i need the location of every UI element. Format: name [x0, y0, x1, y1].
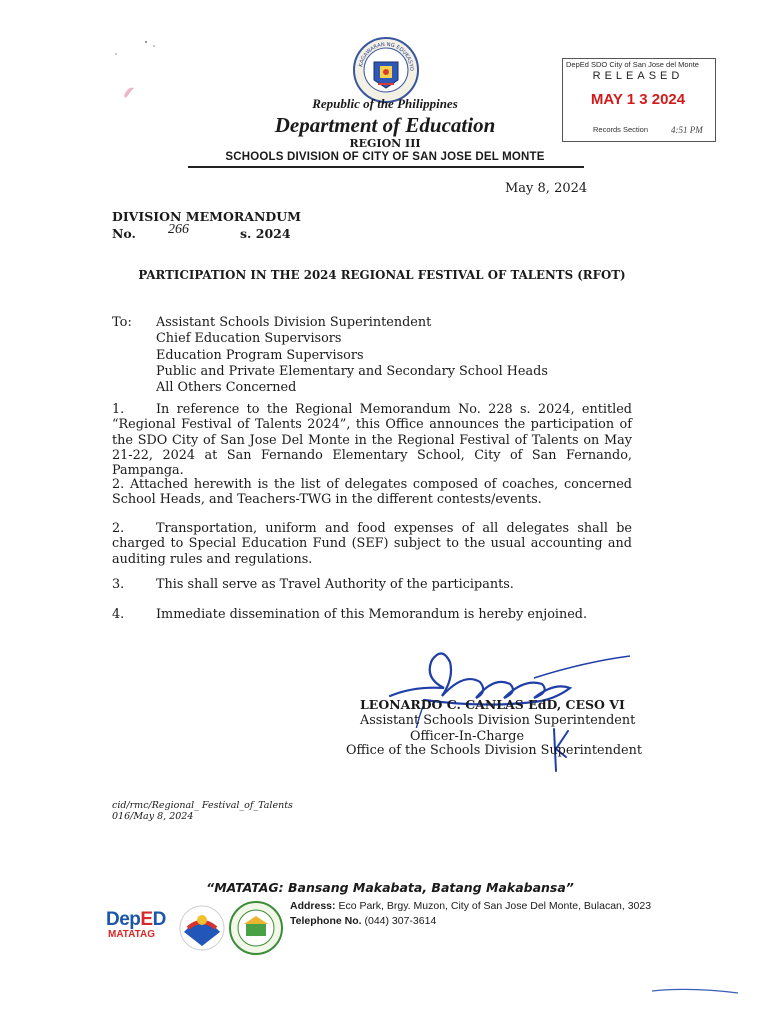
released-stamp	[562, 58, 716, 142]
paragraph-text: Transportation, uniform and food expenses of all delegates shall be charged to Special Education Fund (SEF) subject to the usual accounting and auditing rules and regulations.	[112, 521, 632, 567]
memo-title: DIVISION MEMORANDUM	[112, 209, 301, 224]
paragraph-1	[112, 402, 632, 478]
reference-line: cid/rmc/Regional_ Festival_of_Talents	[112, 800, 293, 811]
stamp-date: MAY 1 3 2024	[590, 91, 686, 108]
memo-subject: PARTICIPATION IN THE 2024 REGIONAL FESTIVAL OF TALENTS (RFOT)	[138, 268, 626, 282]
memo-date: May 8, 2024	[505, 181, 588, 196]
deped-logo	[106, 909, 166, 940]
deped-logo-text: DepED	[106, 909, 166, 930]
reference-line: 016/May 8, 2024	[112, 811, 194, 822]
department-name: Department of Education	[274, 113, 496, 137]
signatory-name: LEONARDO C. CANLAS EdD, CESO VI	[360, 697, 625, 712]
sdo-seal-icon	[228, 900, 284, 956]
republic-line: Republic of the Philippines	[312, 96, 458, 111]
address-line	[290, 900, 651, 912]
footer-motto: “MATATAG: Bansang Makabata, Batang Makabansa”	[206, 880, 574, 895]
paragraph-number: 2.	[112, 521, 125, 536]
recipient-item: Public and Private Elementary and Secondary School Heads	[156, 363, 548, 379]
item-text: Immediate dissemination of this Memorandum is hereby enjoined.	[156, 607, 588, 622]
stamp-status: RELEASED	[592, 70, 684, 82]
paragraph-3	[112, 521, 632, 567]
recipient-item: Assistant Schools Division Superintendent	[156, 315, 432, 330]
paragraph-text: In reference to the Regional Memorandum No. 228 s. 2024, entitled “Regional Festival of Talents 2024”, this Office announces the participation of the SDO City of San Jose Del Monte in the Regional Festival of Talents on May 21-22, 2024 at San Fernando Elementary School, City of San Fernando, Pampanga.	[112, 402, 632, 479]
address-value: Eco Park, Brgy. Muzon, City of San Jose Del Monte, Bulacan, 3023	[338, 900, 652, 912]
telephone-value: (044) 307-3614	[364, 915, 437, 927]
deped-seal-icon	[352, 36, 420, 104]
telephone-label: Telephone No.	[290, 915, 362, 927]
memo-series: s. 2024	[240, 226, 291, 241]
pen-stroke	[650, 985, 740, 997]
bagong-pilipinas-logo-icon	[176, 902, 228, 954]
recipient-item: Chief Education Supervisors	[156, 331, 342, 347]
recipient-list	[156, 315, 548, 396]
telephone-line	[290, 915, 436, 927]
paragraph-number: 1.	[112, 402, 125, 417]
seal-text: KAGAWARAN NG EDUKASYO	[358, 41, 415, 72]
item-number: 4.	[112, 607, 125, 622]
address-label: Address:	[290, 900, 336, 912]
item-number: 3.	[112, 577, 125, 592]
stamp-section: Records Section	[593, 125, 649, 134]
item-text: This shall serve as Travel Authority of the participants.	[156, 577, 514, 592]
division-name: SCHOOLS DIVISION OF CITY OF SAN JOSE DEL MONTE	[225, 151, 545, 163]
stamp-office: DepEd SDO City of San Jose del Monte	[566, 60, 699, 69]
recipient-item: All Others Concerned	[156, 380, 297, 396]
signatory-title: Office of the Schools Division Superintendent	[346, 743, 643, 758]
to-label: To:	[112, 315, 132, 330]
memo-number-label: No.	[112, 226, 136, 241]
recipient-item: Education Program Supervisors	[156, 347, 364, 363]
scan-speck	[108, 40, 168, 60]
memo-number-value: 266	[168, 222, 189, 237]
ink-smudge	[118, 80, 140, 102]
paragraph-2: 2. Attached herewith is the list of delegates composed of coaches, concerned School Heads, and Teachers-TWG in the different contests/events.	[112, 477, 632, 508]
stamp-time: 4:51 PM	[671, 125, 703, 135]
signatory-title: Assistant Schools Division Superintendent	[360, 713, 636, 728]
region-label: REGION III	[349, 137, 421, 150]
signatory-title: Officer-In-Charge	[410, 729, 525, 744]
matatag-logo-text: MATATAG	[108, 929, 156, 940]
header-divider	[188, 166, 584, 168]
